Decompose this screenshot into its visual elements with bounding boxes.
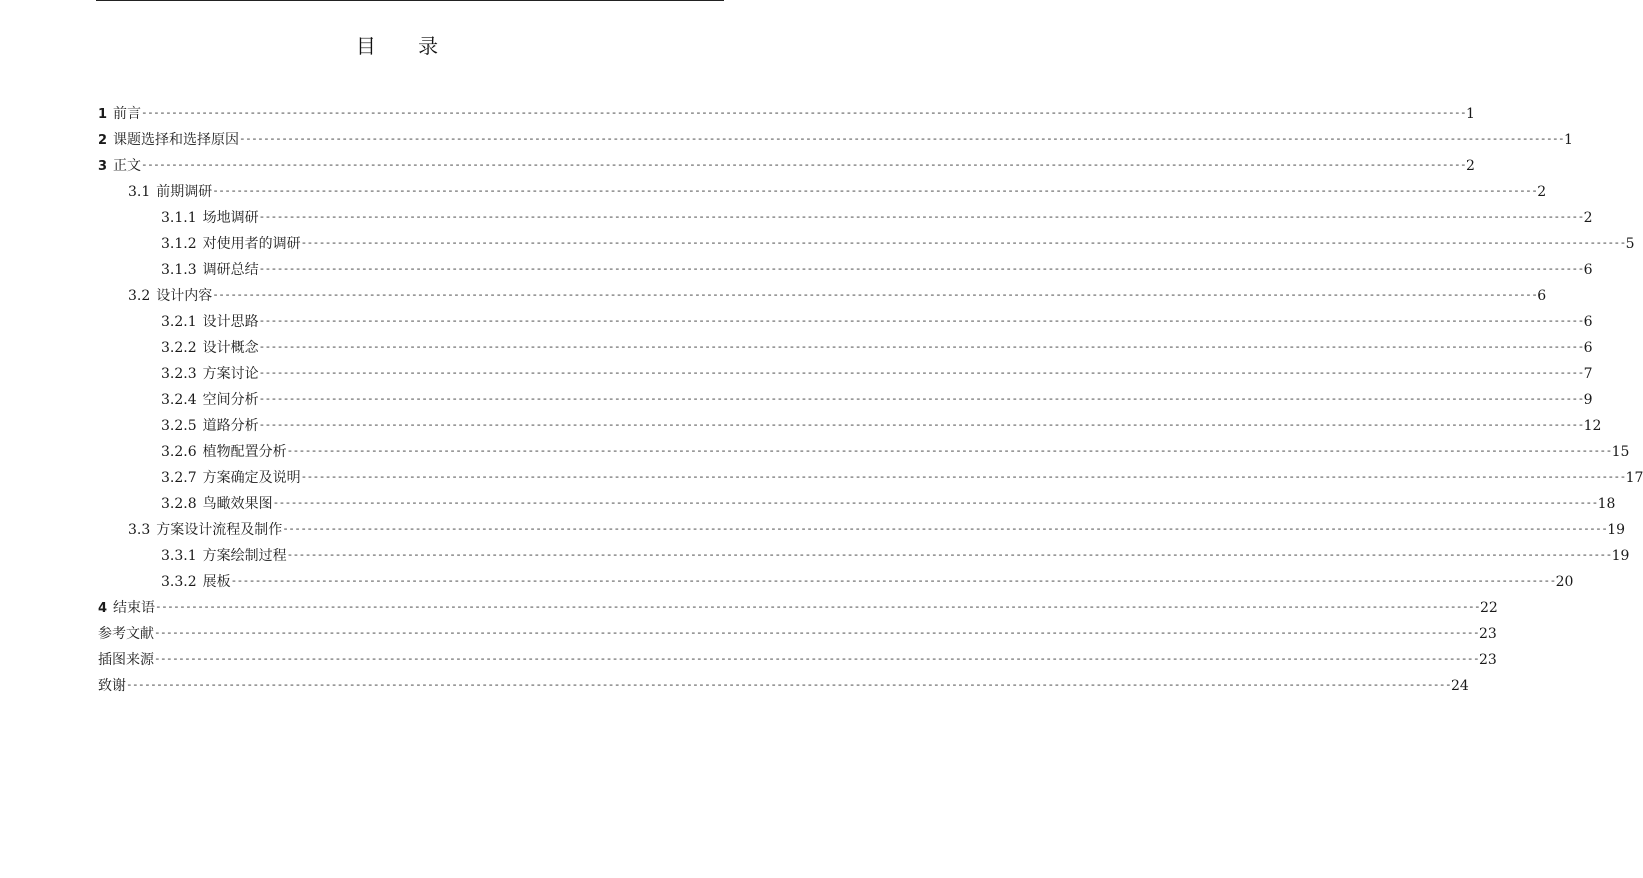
toc-entry-number: 3.2 [128,288,151,304]
toc-entry-label [161,210,259,226]
toc-entry[interactable] [98,179,1547,205]
toc-entry-number: 1 [98,106,108,122]
toc-entry-text: 课题选择和选择原因 [113,131,240,148]
toc-dot-leader: ---------------------------------------------------------------------------------------------------------------------------------------------------------------------------------------------------------------------------- [212,288,1538,301]
toc-entry-number: 3.2.2 [161,340,197,356]
toc-dot-leader: ---------------------------------------------------------------------------------------------------------------------------------------------------------------------------------------------------------------------------- [141,158,1467,171]
toc-dot-leader: ---------------------------------------------------------------------------------------------------------------------------------------------------------------------------------------------------------------------------- [258,418,1584,431]
toc-entry-page: 20 [1555,574,1574,590]
toc-dot-leader: ---------------------------------------------------------------------------------------------------------------------------------------------------------------------------------------------------------------------------- [126,678,1451,691]
toc-entry-label [161,314,259,330]
toc-dot-leader: ---------------------------------------------------------------------------------------------------------------------------------------------------------------------------------------------------------------------------- [239,132,1565,145]
toc-entry[interactable] [98,439,1630,465]
toc-dot-leader: ---------------------------------------------------------------------------------------------------------------------------------------------------------------------------------------------------------------------------- [286,548,1612,561]
toc-entry-text: 参考文献 [98,626,154,642]
toc-dot-leader: ---------------------------------------------------------------------------------------------------------------------------------------------------------------------------------------------------------------------------- [258,392,1584,405]
toc-entry-text: 方案确定及说明 [202,470,301,486]
toc-entry-label [128,522,282,538]
toc-entry-number: 3.2.6 [161,444,197,460]
toc-entry-label [161,236,301,252]
toc-entry-label [161,444,287,460]
toc-entry-label [161,496,273,512]
toc-entry[interactable] [98,283,1547,309]
toc-entry-page: 19 [1611,548,1630,564]
toc-entry-page: 2 [1537,184,1547,200]
toc-entry-page: 2 [1466,158,1475,174]
toc-entry-label [98,600,155,617]
toc-entry-label [98,132,239,149]
toc-dot-leader: ---------------------------------------------------------------------------------------------------------------------------------------------------------------------------------------------------------------------------- [258,210,1584,223]
toc-entry-page: 23 [1478,626,1497,642]
toc-dot-leader: ---------------------------------------------------------------------------------------------------------------------------------------------------------------------------------------------------------------------------- [258,314,1584,327]
toc-entry-page: 2 [1583,210,1593,226]
toc-dot-leader: ---------------------------------------------------------------------------------------------------------------------------------------------------------------------------------------------------------------------------- [272,496,1598,509]
toc-entry-page: 1 [1466,106,1475,122]
toc-dot-leader: ---------------------------------------------------------------------------------------------------------------------------------------------------------------------------------------------------------------------------- [286,444,1612,457]
toc-entry-number: 3 [98,158,108,174]
toc-entry-label [98,626,154,642]
toc-dot-leader: ---------------------------------------------------------------------------------------------------------------------------------------------------------------------------------------------------------------------------- [154,626,1479,639]
toc-entry-text: 设计内容 [156,288,213,304]
toc-dot-leader: ---------------------------------------------------------------------------------------------------------------------------------------------------------------------------------------------------------------------------- [141,106,1467,119]
table-of-contents [98,101,1643,699]
toc-entry-number: 3.1.2 [161,236,197,252]
toc-entry-number: 3.1 [128,184,151,200]
toc-entry-text: 植物配置分析 [202,444,287,460]
toc-entry-text: 鸟瞰效果图 [202,496,273,512]
toc-entry-number: 3.1.3 [161,262,197,278]
toc-entry-text: 方案设计流程及制作 [156,522,283,538]
toc-entry-label [128,184,212,200]
toc-entry-text: 正文 [113,157,142,174]
toc-entry-page: 15 [1611,444,1630,460]
toc-dot-leader: ---------------------------------------------------------------------------------------------------------------------------------------------------------------------------------------------------------------------------- [155,600,1481,613]
toc-entry-page: 6 [1583,314,1593,330]
toc-entry-page: 9 [1583,392,1593,408]
toc-entry-label [161,392,259,408]
toc-entry-number: 3.2.3 [161,366,197,382]
toc-entry-text: 对使用者的调研 [202,236,301,252]
toc-entry-text: 空间分析 [202,392,259,408]
toc-entry-label [161,470,301,486]
toc-entry-page: 1 [1564,132,1573,148]
toc-entry-label [161,340,259,356]
toc-entry-page: 17 [1625,470,1643,486]
toc-entry[interactable] [98,647,1497,673]
toc-entry-text: 场地调研 [202,210,259,226]
toc-entry[interactable] [98,413,1602,439]
toc-entry[interactable] [98,361,1593,387]
toc-entry-label [161,548,287,564]
toc-entry-number: 3.2.8 [161,496,197,512]
toc-entry-number: 4 [98,600,108,616]
toc-entry[interactable] [98,491,1616,517]
toc-entry[interactable] [98,153,1475,179]
toc-entry-number: 3.3.1 [161,548,197,564]
toc-entry-text: 方案绘制过程 [202,548,287,564]
toc-dot-leader: ---------------------------------------------------------------------------------------------------------------------------------------------------------------------------------------------------------------------------- [300,470,1626,483]
toc-entry-label [98,652,154,668]
toc-dot-leader: ---------------------------------------------------------------------------------------------------------------------------------------------------------------------------------------------------------------------------- [300,236,1626,249]
toc-entry-text: 插图来源 [98,652,154,668]
toc-entry-label [161,366,259,382]
toc-entry-label [98,678,126,694]
toc-entry[interactable] [98,309,1593,335]
toc-entry[interactable] [98,543,1630,569]
toc-entry-label [161,262,259,278]
toc-entry-number: 3.2.4 [161,392,197,408]
toc-entry-page: 19 [1607,522,1626,538]
toc-entry-page: 22 [1480,600,1498,616]
toc-entry-text: 设计思路 [202,314,259,330]
toc-entry-text: 调研总结 [202,262,259,278]
toc-entry[interactable] [98,569,1574,595]
toc-entry-label [98,158,141,175]
toc-entry-page: 12 [1583,418,1602,434]
toc-entry-number: 3.2.7 [161,470,197,486]
toc-entry-number: 3.2.5 [161,418,197,434]
toc-entry-text: 致谢 [98,678,126,694]
toc-entry-label [128,288,212,304]
toc-entry-label [161,574,231,590]
top-rule [96,0,724,1]
toc-entry[interactable] [98,231,1635,257]
toc-dot-leader: ---------------------------------------------------------------------------------------------------------------------------------------------------------------------------------------------------------------------------- [230,574,1556,587]
toc-entry[interactable] [98,205,1593,231]
toc-entry-page: 24 [1450,678,1469,694]
toc-entry-page: 6 [1583,340,1593,356]
toc-entry[interactable] [98,517,1626,543]
toc-entry-label [98,106,141,123]
toc-entry-text: 结束语 [113,599,156,616]
toc-dot-leader: ---------------------------------------------------------------------------------------------------------------------------------------------------------------------------------------------------------------------------- [212,184,1538,197]
toc-entry-label [161,418,259,434]
toc-entry[interactable] [98,101,1475,127]
toc-dot-leader: ---------------------------------------------------------------------------------------------------------------------------------------------------------------------------------------------------------------------------- [258,366,1584,379]
toc-entry-page: 6 [1583,262,1593,278]
toc-entry-page: 23 [1478,652,1497,668]
toc-entry[interactable] [98,595,1498,621]
page-title: 目 录 [355,34,457,58]
toc-dot-leader: ---------------------------------------------------------------------------------------------------------------------------------------------------------------------------------------------------------------------------- [154,652,1479,665]
toc-entry[interactable] [98,335,1593,361]
toc-entry-text: 方案讨论 [202,366,259,382]
toc-entry-text: 前期调研 [156,184,213,200]
toc-entry-text: 展板 [202,574,231,590]
toc-entry-page: 6 [1537,288,1547,304]
toc-entry[interactable] [98,621,1497,647]
toc-entry[interactable] [98,387,1593,413]
toc-dot-leader: ---------------------------------------------------------------------------------------------------------------------------------------------------------------------------------------------------------------------------- [258,340,1584,353]
toc-entry[interactable] [98,673,1469,699]
toc-entry-number: 2 [98,132,108,148]
toc-entry-number: 3.3.2 [161,574,197,590]
toc-entry-number: 3.3 [128,522,151,538]
toc-dot-leader: ---------------------------------------------------------------------------------------------------------------------------------------------------------------------------------------------------------------------------- [282,522,1608,535]
toc-entry-text: 前言 [113,105,142,122]
toc-dot-leader: ---------------------------------------------------------------------------------------------------------------------------------------------------------------------------------------------------------------------------- [258,262,1584,275]
toc-entry[interactable] [98,465,1643,491]
toc-entry[interactable] [98,257,1593,283]
toc-entry-page: 7 [1583,366,1593,382]
toc-entry-number: 3.1.1 [161,210,197,226]
toc-entry-text: 设计概念 [202,340,259,356]
toc-entry[interactable] [98,127,1573,153]
toc-entry-page: 18 [1597,496,1616,512]
toc-entry-text: 道路分析 [202,418,259,434]
toc-entry-page: 5 [1625,236,1635,252]
toc-entry-number: 3.2.1 [161,314,197,330]
